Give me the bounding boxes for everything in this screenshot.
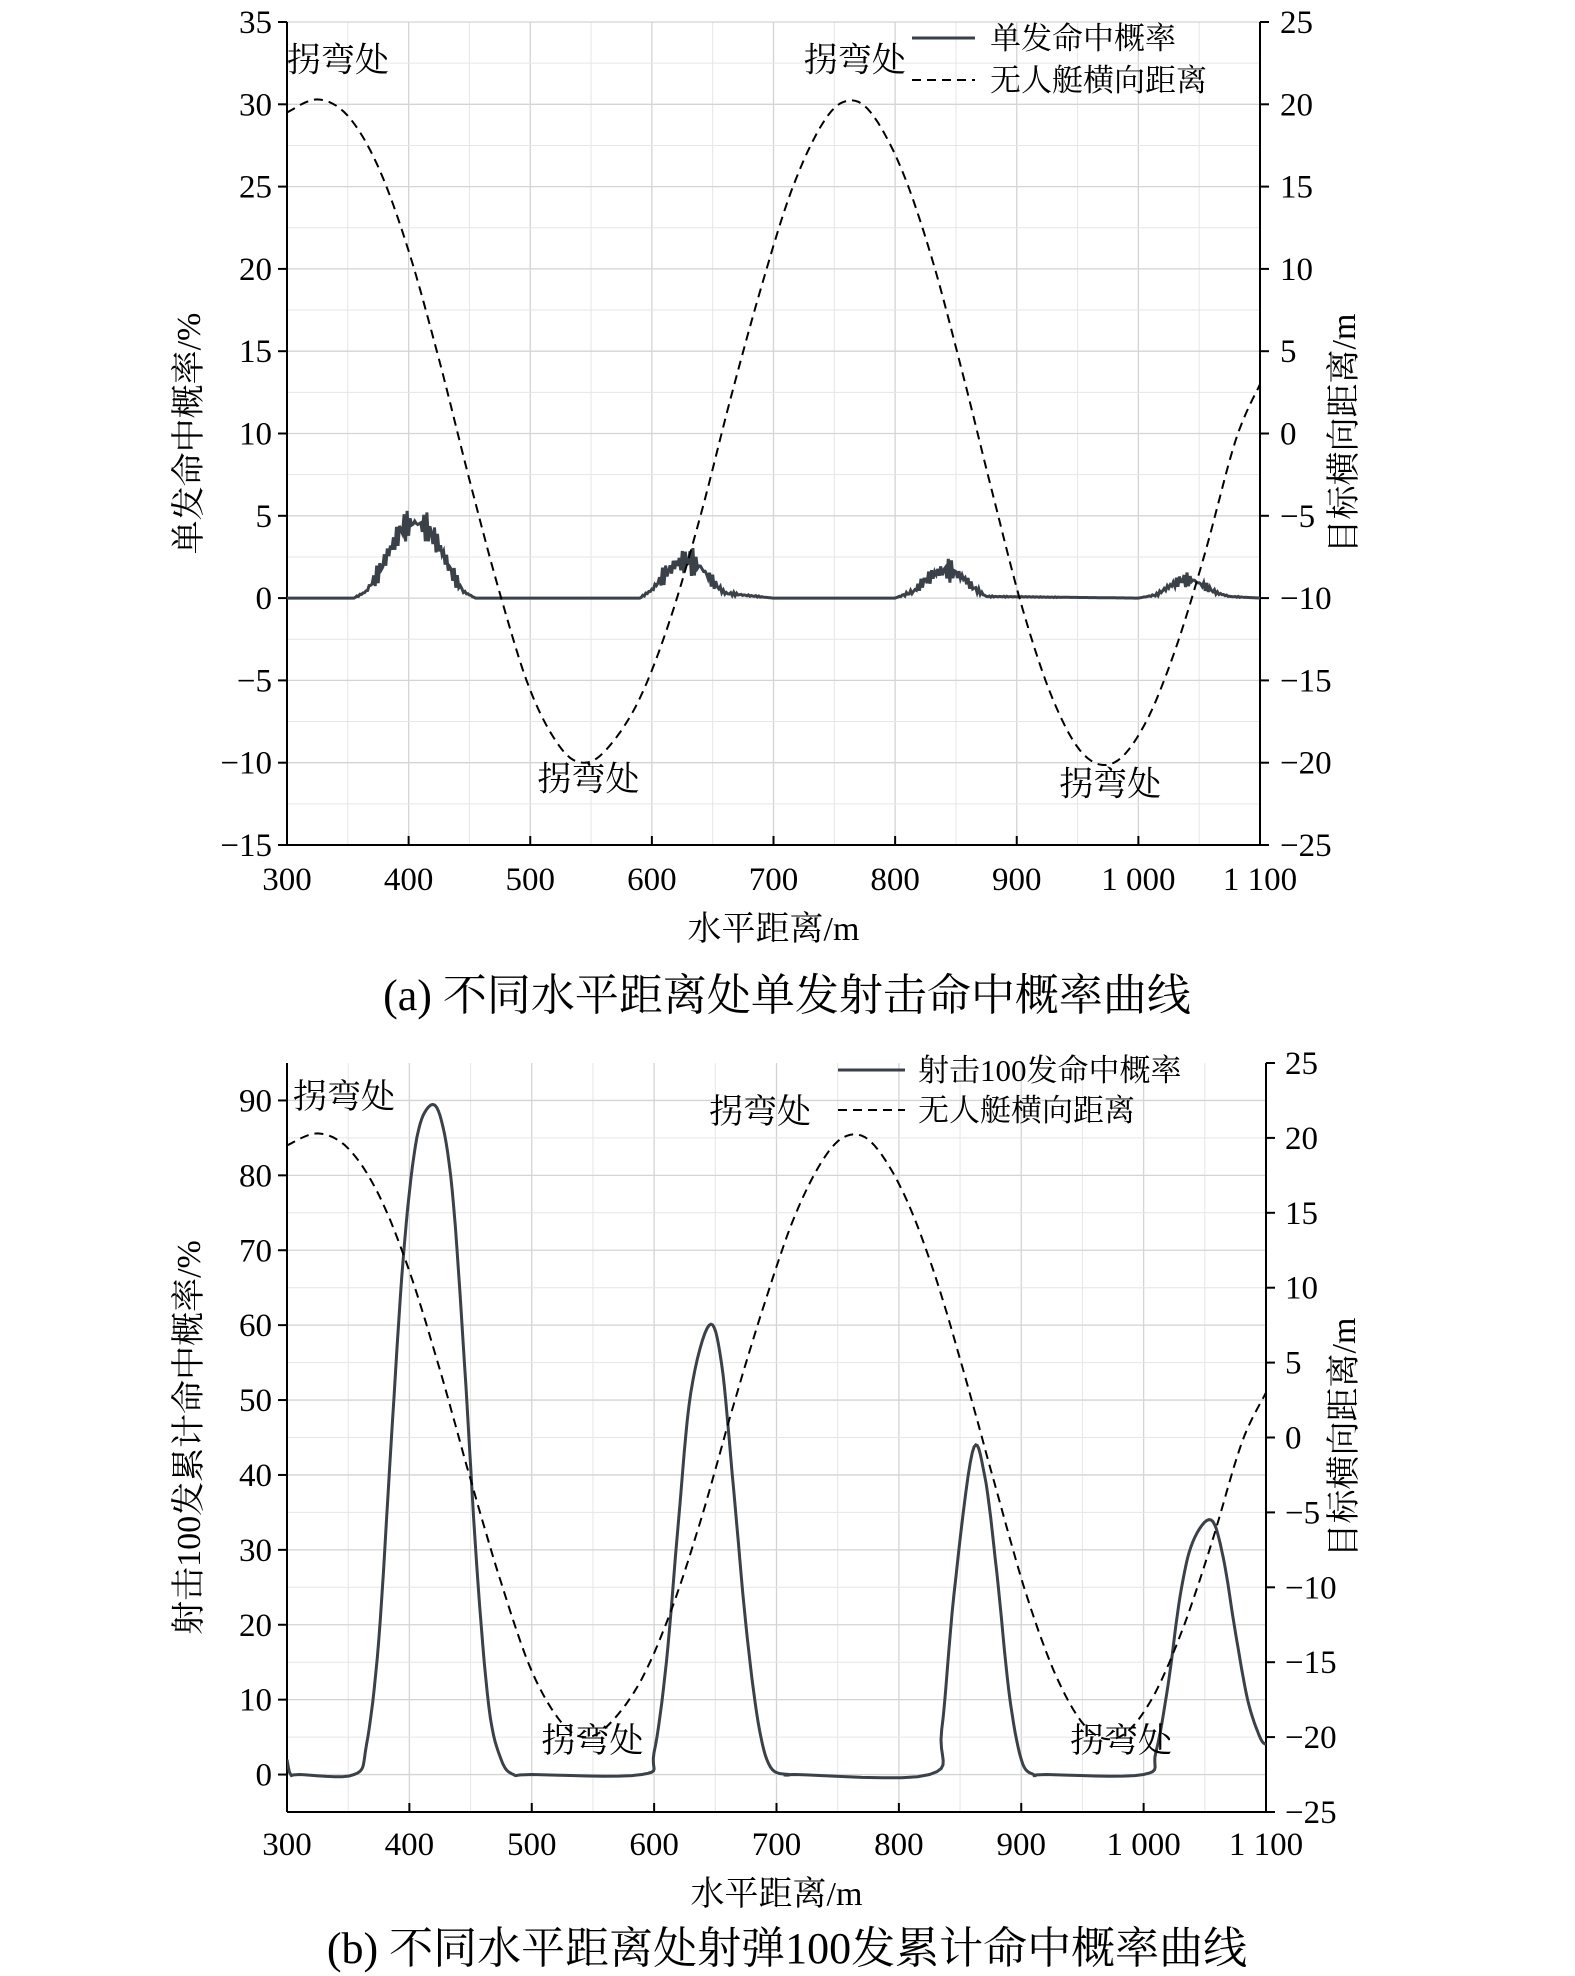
x-axis-title: 水平距离/m bbox=[687, 911, 860, 948]
turn-annotation: 拐弯处 bbox=[1059, 766, 1162, 804]
y-tick-label: 15 bbox=[239, 334, 272, 371]
figure-caption: (b) 不同水平距离处射弹100发累计命中概率曲线 bbox=[326, 1924, 1248, 1973]
legend-label: 无人艇横向距离 bbox=[990, 63, 1207, 98]
y2-tick-label: 0 bbox=[1285, 1420, 1302, 1457]
turn-annotation: 拐弯处 bbox=[709, 1093, 812, 1131]
x-tick-label: 400 bbox=[383, 862, 434, 898]
turn-annotation: 拐弯处 bbox=[287, 42, 389, 80]
x-tick-label: 1 000 bbox=[1106, 1827, 1181, 1863]
y-tick-label: 90 bbox=[239, 1083, 272, 1120]
y-tick-label: −15 bbox=[220, 828, 272, 864]
y-tick-label: 50 bbox=[239, 1383, 272, 1420]
y2-tick-label: 20 bbox=[1285, 1120, 1318, 1157]
x-tick-label: 400 bbox=[384, 1827, 435, 1863]
y-tick-label: 30 bbox=[239, 1532, 272, 1569]
y2-tick-label: −10 bbox=[1280, 581, 1332, 618]
y2-tick-label: 5 bbox=[1280, 334, 1297, 371]
y-tick-label: 40 bbox=[239, 1457, 272, 1494]
y2-tick-label: −10 bbox=[1285, 1570, 1337, 1607]
x-tick-label: 800 bbox=[870, 862, 920, 898]
x-tick-label: 600 bbox=[629, 1827, 679, 1863]
y2-tick-label: −20 bbox=[1285, 1720, 1337, 1757]
y2-tick-label: 5 bbox=[1285, 1345, 1302, 1382]
y-tick-label: 70 bbox=[239, 1233, 272, 1270]
y-tick-label: 25 bbox=[239, 169, 272, 206]
y2-tick-label: 0 bbox=[1280, 416, 1297, 453]
y2-tick-label: 20 bbox=[1280, 87, 1313, 124]
y2-tick-label: 10 bbox=[1285, 1270, 1318, 1307]
y-tick-label: 20 bbox=[239, 251, 272, 288]
turn-annotation: 拐弯处 bbox=[803, 42, 906, 80]
y2-tick-label: −25 bbox=[1280, 828, 1332, 864]
gridlines bbox=[287, 22, 1260, 845]
x-tick-label: 600 bbox=[627, 862, 677, 898]
y-tick-label: 20 bbox=[239, 1607, 272, 1644]
y-tick-label: −5 bbox=[236, 663, 272, 700]
x-tick-label: 300 bbox=[262, 862, 312, 898]
y2-tick-label: −15 bbox=[1280, 663, 1332, 700]
legend bbox=[838, 1053, 1182, 1128]
y-tick-label: 5 bbox=[255, 498, 272, 535]
x-tick-label: 1 000 bbox=[1101, 862, 1176, 898]
gridlines bbox=[287, 1063, 1266, 1812]
y2-axis-title: 目标横向距离/m bbox=[1326, 1317, 1363, 1558]
chart-panel-a bbox=[170, 5, 1363, 1020]
y2-tick-label: 10 bbox=[1280, 251, 1313, 288]
y2-tick-label: 15 bbox=[1285, 1195, 1318, 1232]
turn-annotation: 拐弯处 bbox=[293, 1078, 396, 1116]
y-axis-title: 射击100发累计命中概率/% bbox=[171, 1240, 208, 1635]
x-tick-label: 1 100 bbox=[1228, 1827, 1304, 1863]
y2-axis-title: 目标横向距离/m bbox=[1326, 313, 1363, 554]
turn-annotation: 拐弯处 bbox=[1070, 1723, 1173, 1761]
x-tick-label: 800 bbox=[874, 1827, 924, 1863]
y2-tick-label: −5 bbox=[1280, 498, 1316, 535]
y-tick-label: 0 bbox=[255, 1757, 272, 1794]
legend-label: 无人艇横向距离 bbox=[918, 1093, 1135, 1128]
x-tick-label: 700 bbox=[748, 862, 799, 898]
x-tick-label: 900 bbox=[992, 862, 1042, 898]
y2-tick-label: −15 bbox=[1285, 1645, 1337, 1682]
y-tick-label: −10 bbox=[220, 745, 272, 782]
y2-tick-label: −20 bbox=[1280, 745, 1332, 782]
y2-tick-label: 25 bbox=[1280, 5, 1313, 41]
x-tick-label: 500 bbox=[505, 862, 555, 898]
y-tick-label: 0 bbox=[255, 581, 272, 618]
y2-tick-label: −25 bbox=[1285, 1795, 1337, 1831]
x-tick-label: 1 100 bbox=[1222, 862, 1298, 898]
turn-annotation: 拐弯处 bbox=[537, 761, 640, 799]
y-tick-label: 10 bbox=[239, 1682, 272, 1719]
x-tick-label: 300 bbox=[262, 1827, 312, 1863]
legend-label: 射击100发命中概率 bbox=[918, 1053, 1182, 1088]
turn-annotation: 拐弯处 bbox=[541, 1723, 644, 1761]
y-tick-label: 35 bbox=[239, 5, 272, 41]
y-tick-label: 30 bbox=[239, 87, 272, 124]
figure-caption: (a) 不同水平距离处单发射击命中概率曲线 bbox=[383, 971, 1191, 1020]
y-tick-label: 60 bbox=[239, 1308, 272, 1345]
y2-tick-label: 25 bbox=[1285, 1046, 1318, 1082]
legend-label: 单发命中概率 bbox=[990, 21, 1176, 56]
y2-tick-label: −5 bbox=[1285, 1495, 1321, 1532]
chart-panel-b bbox=[170, 1046, 1363, 1973]
x-tick-label: 900 bbox=[996, 1827, 1046, 1863]
y-tick-label: 80 bbox=[239, 1158, 272, 1195]
x-axis-title: 水平距离/m bbox=[690, 1876, 863, 1913]
y-axis-title: 单发命中概率/% bbox=[171, 312, 208, 555]
x-tick-label: 700 bbox=[751, 1827, 802, 1863]
y-tick-label: 10 bbox=[239, 416, 272, 453]
x-tick-label: 500 bbox=[507, 1827, 557, 1863]
y2-tick-label: 15 bbox=[1280, 169, 1313, 206]
